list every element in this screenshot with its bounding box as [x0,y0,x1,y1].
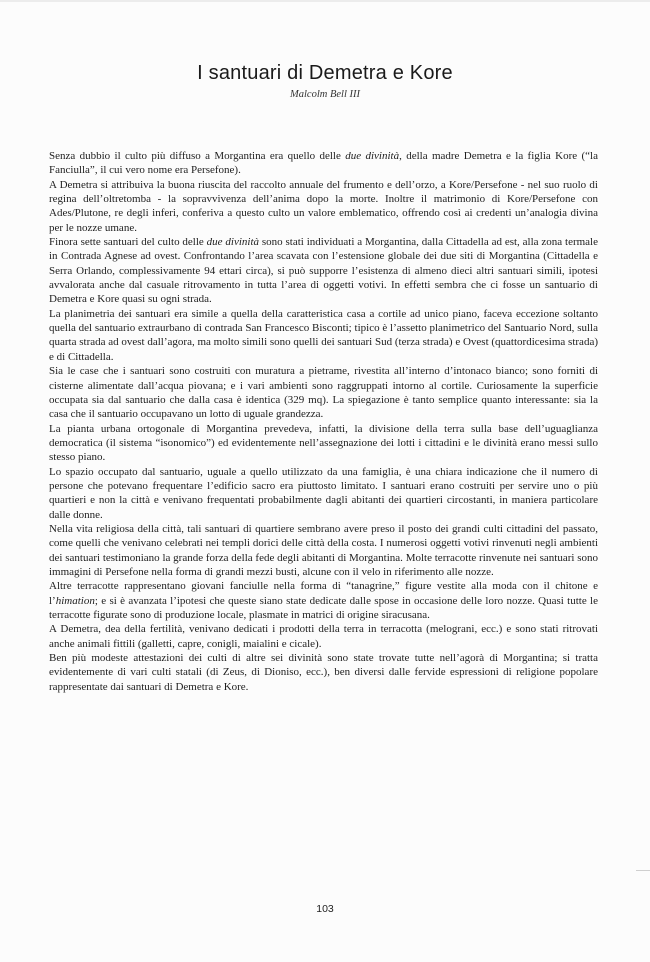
paragraph-text: Senza dubbio il culto più diffuso a Morgantina era quello delle [49,150,346,162]
body-paragraph [49,235,598,307]
paragraph-text: Ben più modeste attestazioni dei culti di altre sei divinità sono state trovate tutte nell’agorà di Morgantina; si tratta evidentemente di vari culti statali (di Zeus, di Dioniso, ecc.), ben diversi dalle fervide espressioni di religione popolare rappresentate dai santuari di Demetra e Kore. [49,652,598,693]
right-edge-mark [636,870,650,871]
paragraph-text: , della madre Demetra e la figlia Kore (“la Fanciulla”, il cui vero nome era Persefone). [49,150,598,177]
paragraph-text: ; e si è avanzata l’ipotesi che queste siano state dedicate dalle spose in occasione delle loro nozze. Quasi tutte le terracotte figurate sono di produzione locale, plasmate in matrici di origine siracusana. [49,594,598,621]
body-paragraph [49,622,598,651]
body-paragraph [49,651,598,694]
body-paragraph [49,422,598,465]
body-paragraph [49,465,598,522]
article-title: I santuari di Demetra e Kore [197,62,453,84]
paragraph-text: Altre terracotte rappresentano giovani fanciulle nella forma di “tanagrine,” figure vestite alla moda con il chitone e l’ [49,580,598,607]
page-number: 103 [316,903,334,915]
paragraph-text: A Demetra, dea della fertilità, venivano dedicati i prodotti della terra in terracotta (melograni, ecc.) e sono stati ritrovati anche animali fittili (galletti, capre, conigli, maialini e cicale). [49,623,598,650]
article-body [49,149,598,694]
paragraph-text: A Demetra si attribuiva la buona riuscita del raccolto annuale del frumento e dell’orzo, a Kore/Persefone - nel suo ruolo di regina dell’oltretomba - la sopravvivenza dell’anima dopo la morte. Inoltre il matrimonio di Kore/Persefone con Ades/Plutone, re degli inferi, conferiva a questo culto un valore emblematico, offrendo così ai credenti un’analogia divina per le nozze umane. [49,178,598,234]
body-paragraph [49,364,598,421]
body-paragraph [49,149,598,178]
paragraph-text: La planimetria dei santuari era simile a quella della caratteristica casa a cortile ad unico piano, faceva eccezione soltanto quella del santuario extraurbano di contrada San Francesco Bisconti; tipico è l’assetto planimetrico del Santuario Nord, sulla quarta strada ad ovest dall’agora, ma molto simili sono quelli dei santuari Sud (terza strada) e Ovest (quattordicesima strada) e di Cittadella. [49,307,598,363]
italic-text: himation [55,594,95,607]
paragraph-text: La pianta urbana ortogonale di Morgantina prevedeva, infatti, la divisione della terra sulla base dell’uguaglianza democratica (il sistema “isonomico”) ed evidentemente nell’assegnazione dei lotti i cittadini e le divinità erano messi sullo stesso piano. [49,422,598,464]
paragraph-text: Lo spazio occupato dal santuario, uguale a quello utilizzato da una famiglia, è una chiara indicazione che il numero di persone che potevano frequentare l’edificio sacro era piuttosto limitato. I santuari erano costruiti per servire uno o più quartieri e non la città e venivano frequentati probabilmente dagli abitanti dei quartieri circostanti, in maniera particolare dalle donne. [49,465,598,521]
italic-text: due divinità [206,236,260,249]
paragraph-text: Finora sette santuari del culto delle [49,236,207,249]
body-paragraph [49,522,598,579]
paragraph-text: sono stati individuati a Morgantina, dalla Cittadella ad est, alla zona termale in Contrada Agnese ad ovest. Confrontando l’area scavata con l’estensione globale dei due siti di Morgantina (Cittadella e Serra Orlando, complessivamente 94 ettari circa), si può supporre l’esistenza di almeno dieci altri santuari simili, ipotesi avvalorata anche dal casuale ritrovamento in tutta l’area di oggetti votivi. In effetti sembra che ci fosse un santuario di Demetra e Kore quasi su ogni strada. [49,236,598,306]
body-paragraph [49,307,598,364]
article-author: Malcolm Bell III [290,89,360,100]
paragraph-text: Sia le case che i santuari sono costruiti con muratura a pietrame, rivestita all’interno d’intonaco bianco; sono forniti di cisterne alimentate dall’acqua piovana; e i vari ambienti sono raggruppati intorno al cortile. Curiosamente la superficie occupata sia dal santuario che dalla casa è identica (329 mq). La spiegazione è tanto semplice quanto interessante: sia la casa che il santuario occupavano un lotto di uguale grandezza. [49,365,598,421]
italic-text: due divinità [345,150,400,162]
body-paragraph [49,579,598,622]
top-edge-shadow [0,0,650,2]
paragraph-text: Nella vita religiosa della città, tali santuari di quartiere sembrano avere preso il posto dei grandi culti cittadini del passato, come quelli che venivano celebrati nei templi dorici delle città della costa. I numerosi oggetti votivi rinvenuti negli ambienti dei santuari testimoniano la grande forza della fede degli abitanti di Morgantina. Molte terracotte rinvenute nei santuari sono immagini di Persefone nella forma di grandi mezzi busti, alcune con il velo in riferimento alle nozze. [49,522,598,578]
body-paragraph [49,178,598,235]
